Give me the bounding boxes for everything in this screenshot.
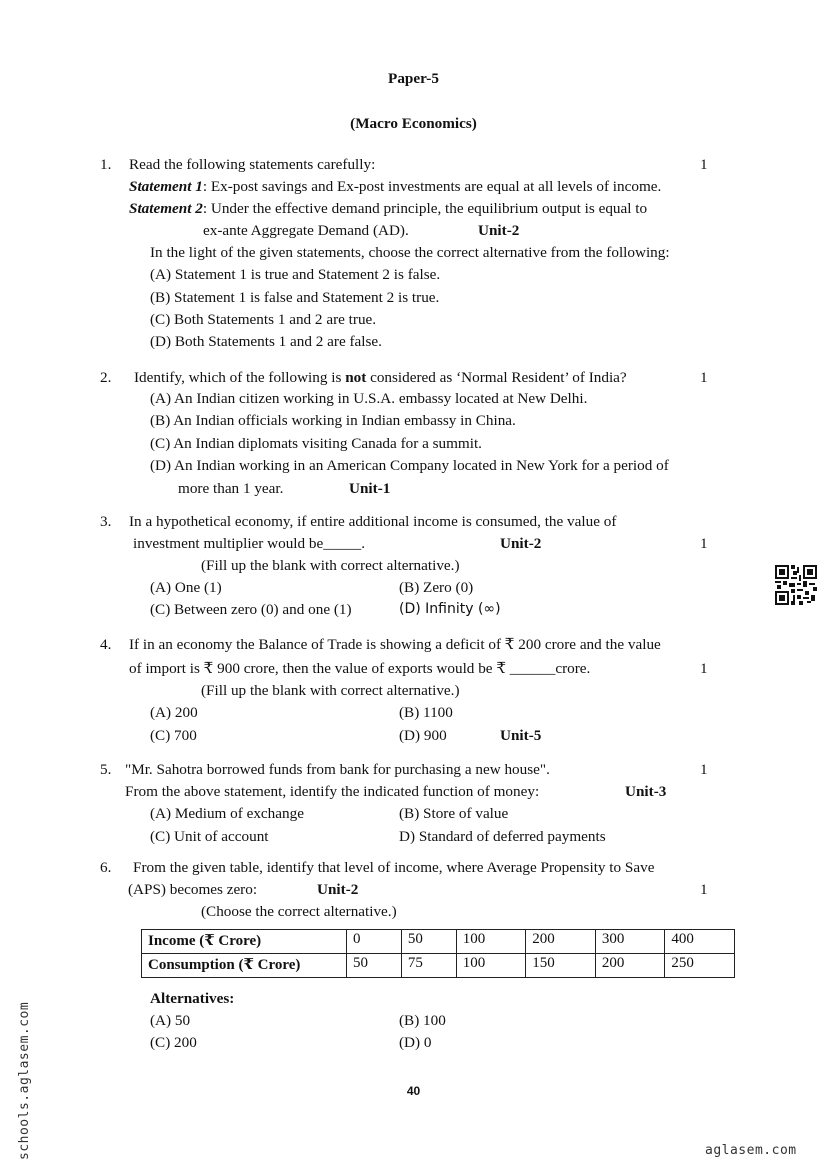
marks: 1	[700, 535, 708, 552]
option-d: D) Standard of deferred payments	[399, 828, 606, 845]
qr-code-icon	[775, 565, 817, 605]
question-text-pre: Identify, which of the following is	[134, 369, 346, 386]
marks: 1	[700, 881, 708, 898]
question-text-emphasis: not	[345, 369, 367, 386]
table-cell: 0	[347, 930, 402, 954]
subject-title: (Macro Economics)	[350, 115, 477, 132]
question-text-post: considered as ‘Normal Resident’ of India?	[366, 369, 627, 386]
question-prompt: In the light of the given statements, choose the correct alternative from the following:	[150, 244, 670, 261]
alternatives-title: Alternatives:	[150, 990, 235, 1007]
option-a: (A) Medium of exchange	[150, 805, 304, 822]
question-hint: (Fill up the blank with correct alternative.)	[201, 557, 460, 574]
table-cell: 300	[595, 930, 665, 954]
question-text-line-2: investment multiplier would be_____.	[133, 535, 366, 552]
table-cell: 200	[526, 930, 596, 954]
marks: 1	[700, 369, 708, 386]
question-text: From the given table, identify that level of income, where Average Propensity to Save	[133, 859, 655, 876]
option-d: (D) 900	[399, 727, 447, 744]
unit-label: Unit-2	[317, 881, 359, 898]
question-hint: (Choose the correct alternative.)	[201, 903, 397, 920]
statement-2	[129, 201, 647, 216]
statement-label: Statement 1	[129, 178, 203, 195]
option-d-continued: more than 1 year.	[178, 480, 284, 497]
footer-site-watermark: aglasem.com	[705, 1143, 797, 1158]
option-d: (D) Infinity (∞)	[399, 601, 501, 617]
question-text-line-2: (APS) becomes zero:	[128, 881, 258, 898]
question-text: "Mr. Sahotra borrowed funds from bank for purchasing a new house".	[125, 761, 550, 778]
option-c: (C) An Indian diplomats visiting Canada for a summit.	[150, 435, 482, 452]
option-c: (C) Between zero (0) and one (1)	[150, 601, 352, 618]
statement-text: : Under the effective demand principle, the equilibrium output is equal to	[202, 200, 648, 217]
unit-label: Unit-3	[625, 783, 667, 800]
row-header: Consumption (₹ Crore)	[142, 954, 347, 978]
option-a: (A) 200	[150, 704, 198, 721]
page-number: 40	[406, 1084, 421, 1098]
side-url-watermark: schools.aglasem.com	[17, 1001, 32, 1160]
option-d: (D) An Indian working in an American Company located in New York for a period of	[150, 457, 669, 474]
option-b: (B) 100	[399, 1012, 446, 1029]
table-cell: 200	[595, 954, 665, 978]
question-text-line-2: of import is ₹ 900 crore, then the value of exports would be ₹ ______crore.	[129, 660, 591, 677]
row-header: Income (₹ Crore)	[142, 930, 347, 954]
table-cell: 150	[526, 954, 596, 978]
question-number: 1.	[100, 156, 112, 173]
option-d: (D) 0	[399, 1034, 432, 1051]
option-c: (C) 200	[150, 1034, 197, 1051]
option-a: (A) 50	[150, 1012, 191, 1029]
question-text: In a hypothetical economy, if entire additional income is consumed, the value of	[129, 513, 617, 530]
question-hint: (Fill up the blank with correct alternative.)	[201, 682, 460, 699]
question-number: 3.	[100, 513, 112, 530]
option-c: (C) 700	[150, 727, 197, 744]
table-row	[142, 930, 735, 954]
option-b: (B) Store of value	[399, 805, 509, 822]
question-number: 2.	[100, 369, 112, 386]
table-cell: 100	[456, 954, 526, 978]
statement-label: Statement 2	[129, 200, 203, 217]
question-number: 4.	[100, 636, 112, 653]
option-a: (A) An Indian citizen working in U.S.A. embassy located at New Delhi.	[150, 390, 588, 407]
table-cell: 100	[456, 930, 526, 954]
option-c: (C) Unit of account	[150, 828, 269, 845]
question-text: If in an economy the Balance of Trade is showing a deficit of ₹ 200 crore and the value	[129, 636, 661, 653]
unit-label: Unit-5	[500, 727, 542, 744]
table-cell: 50	[347, 954, 402, 978]
option-d: (D) Both Statements 1 and 2 are false.	[150, 333, 382, 350]
option-a: (A) Statement 1 is true and Statement 2 is false.	[150, 266, 441, 283]
question-text	[134, 370, 627, 385]
question-text: Read the following statements carefully:	[129, 156, 376, 173]
option-b: (B) Statement 1 is false and Statement 2 is true.	[150, 289, 440, 306]
question-text-line-2: From the above statement, identify the indicated function of money:	[125, 783, 540, 800]
option-b: (B) An Indian officials working in Indian embassy in China.	[150, 412, 516, 429]
option-a: (A) One (1)	[150, 579, 222, 596]
paper-title: Paper-5	[388, 70, 439, 87]
table-cell: 50	[401, 930, 456, 954]
statement-1	[129, 179, 661, 194]
statement-2-continued: ex-ante Aggregate Demand (AD).	[203, 222, 409, 239]
marks: 1	[700, 156, 708, 173]
unit-label: Unit-2	[478, 222, 520, 239]
marks: 1	[700, 761, 708, 778]
unit-label: Unit-2	[500, 535, 542, 552]
unit-label: Unit-1	[349, 480, 391, 497]
table-row	[142, 954, 735, 978]
table-cell: 75	[401, 954, 456, 978]
question-number: 6.	[100, 859, 112, 876]
income-consumption-table	[141, 929, 735, 978]
marks: 1	[700, 660, 708, 677]
table-cell: 400	[665, 930, 735, 954]
statement-text: : Ex-post savings and Ex-post investments are equal at all levels of income.	[202, 178, 662, 195]
question-number: 5.	[100, 761, 112, 778]
option-c: (C) Both Statements 1 and 2 are true.	[150, 311, 377, 328]
option-b: (B) 1100	[399, 704, 453, 721]
option-b: (B) Zero (0)	[399, 579, 474, 596]
table-cell: 250	[665, 954, 735, 978]
